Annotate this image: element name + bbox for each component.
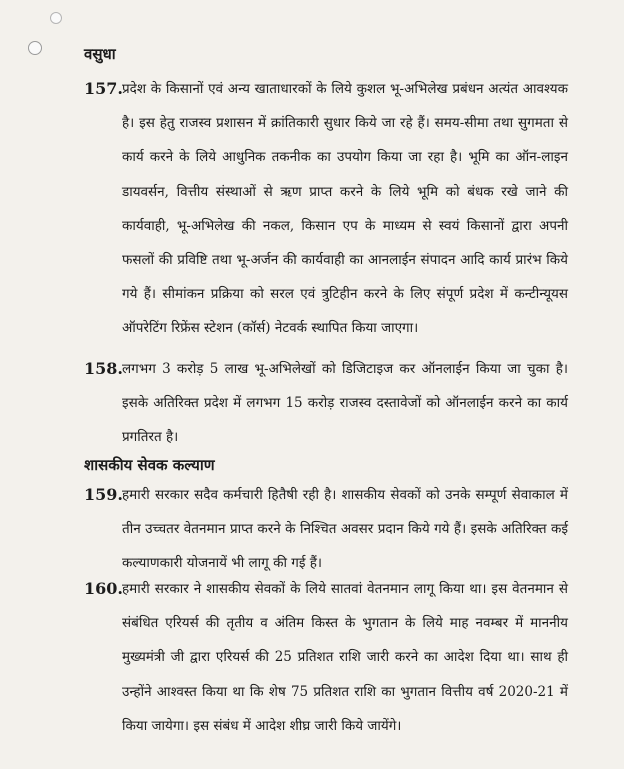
paragraph-text: हमारी सरकार ने शासकीय सेवकों के लिये सातवां वेतनमान लागू किया था। इस वेतनमान से संबंधित एरियर्स की तृतीय व अंतिम किस्त के भुगतान के लिये माह नवम्बर में माननीय मुख्यमंत्री जी द्वारा एरियर्स की 25 प्रतिशत राशि जारी करने का आदेश दिया था। साथ ही उन्होंने आश्वस्त किया था कि शेष 75 प्रतिशत राशि का भुगतान वित्तीय वर्ष 2020-21 में किया जायेगा। इस संबंध में आदेश शीघ्र जारी किये जायेंगे। <box>122 581 568 734</box>
punch-hole-icon <box>28 41 42 55</box>
paragraph-text: प्रदेश के किसानों एवं अन्य खाताधारकों के लिये कुशल भू-अभिलेख प्रबंधन अत्यंत आवश्यक है। इस हेतु राजस्व प्रशासन में क्रांतिकारी सुधार किये जा रहे हैं। समय-सीमा तथा सुगमता से कार्य करने के लिये आधुनिक तकनीक का उपयोग किया जा रहा है। भूमि का ऑन-लाइन डायवर्सन, वित्तीय संस्थाओं से ऋण प्राप्त करने के लिये भूमि को बंधक रखे जाने की कार्यवाही, भू-अभिलेख की नकल, किसान एप के माध्यम से स्वयं किसानों द्वारा अपनी फसलों की प्रविष्टि तथा भू-अर्जन की कार्यवाही का आनलाईन संपादन आदि कार्य प्रारंभ किये गये हैं। सीमांकन प्रक्रिया को सरल एवं त्रुटिहीन करने के लिए संपूर्ण प्रदेश में कन्टीन्यूयस ऑपरेटिंग रिफ्रेंस स्टेशन (कॉर्स) नेटवर्क स्थापित किया जाएगा। <box>122 81 568 337</box>
section-heading-employee-welfare: शासकीय सेवक कल्याण <box>84 456 215 474</box>
punch-hole-icon <box>50 12 62 24</box>
section-heading-vasudha: वसुधा <box>84 45 116 63</box>
paragraph-number: 159. <box>84 485 123 504</box>
paragraph-159 <box>84 478 568 581</box>
paragraph-157 <box>84 72 568 346</box>
paragraph-158 <box>84 352 568 455</box>
paragraph-number: 157. <box>84 79 123 98</box>
paragraph-text: लगभग 3 करोड़ 5 लाख भू-अभिलेखों को डिजिटाइज कर ऑनलाईन किया जा चुका है। इसके अतिरिक्त प्रदेश में लगभग 15 करोड़ राजस्व दस्तावेजों को ऑनलाईन करने का कार्य प्रगतिरत है। <box>122 361 568 446</box>
paragraph-160 <box>84 572 568 743</box>
paragraph-text: हमारी सरकार सदैव कर्मचारी हितैषी रही है। शासकीय सेवकों को उनके सम्पूर्ण सेवाकाल में तीन उच्चतर वेतनमान प्राप्त करने के निश्चित अवसर प्रदान किये गये हैं। इसके अतिरिक्त कई कल्याणकारी योजनायें भी लागू की गई हैं। <box>122 487 568 572</box>
paragraph-number: 160. <box>84 579 123 598</box>
paragraph-number: 158. <box>84 359 123 378</box>
